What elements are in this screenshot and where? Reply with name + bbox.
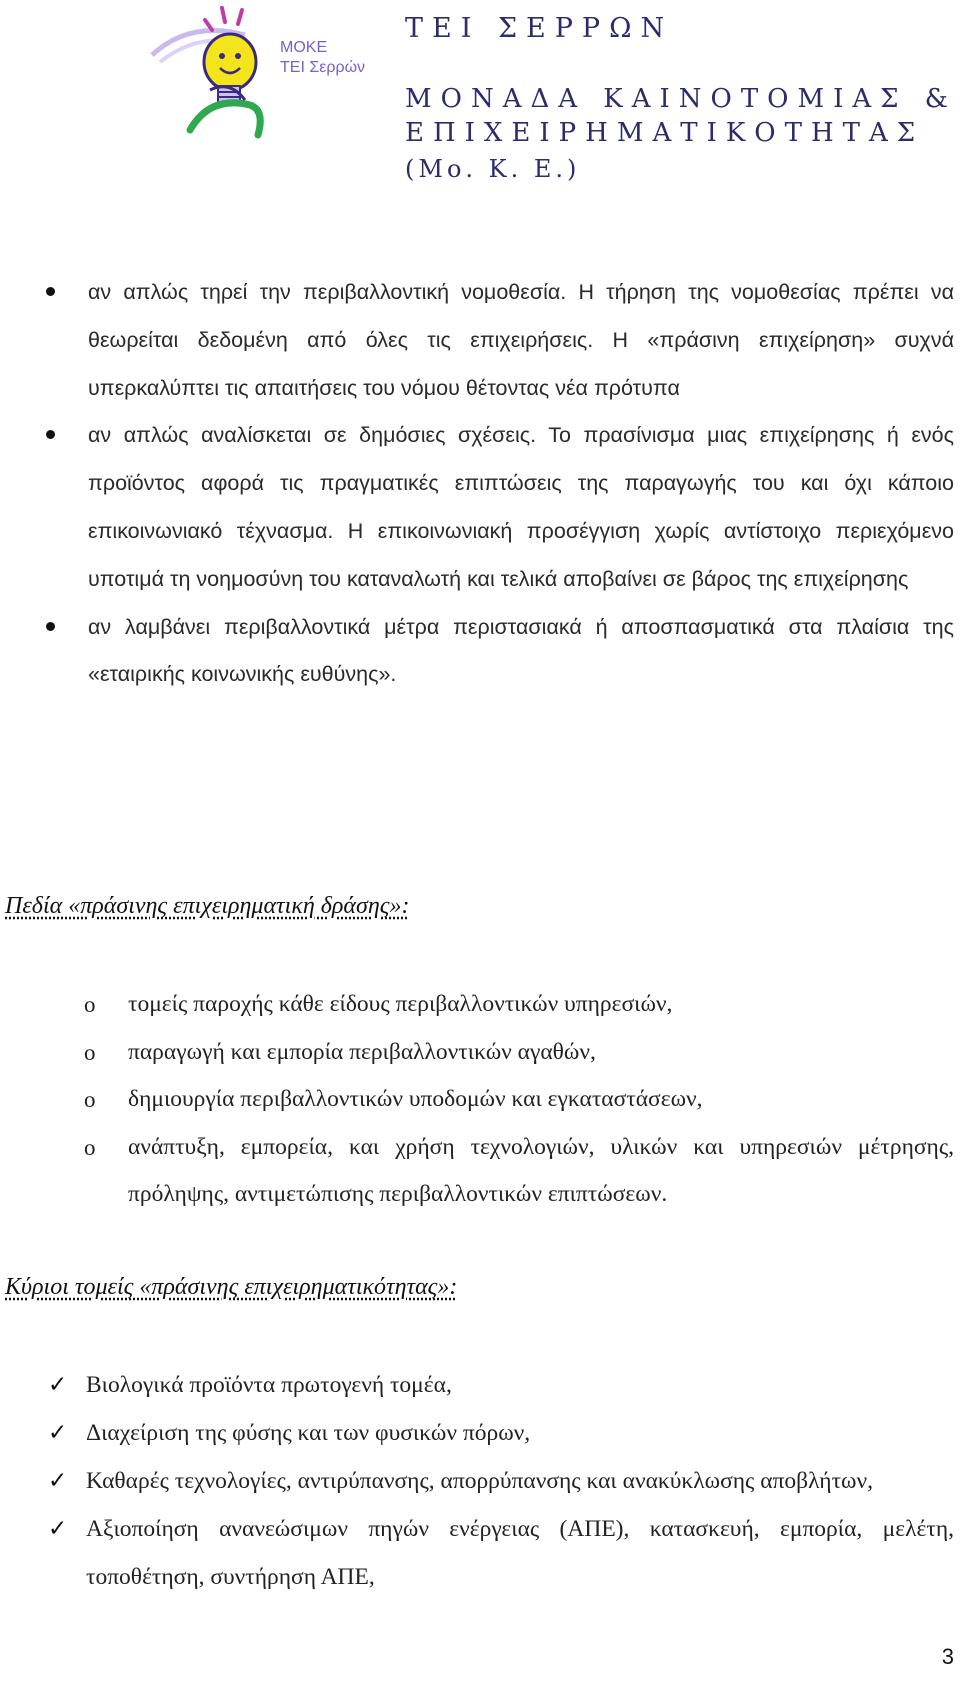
bullet-icon <box>46 430 55 439</box>
bullet-list <box>40 269 954 699</box>
checkmark-icon: ✓ <box>48 1468 68 1494</box>
list-item <box>84 1076 954 1124</box>
list-item-text: αν απλώς αναλίσκεται σε δημόσιες σχέσεις. Το πρασίνισμα μιας επιχείρησης ή ενός προϊόντος αφορά τις πραγματικές επιπτώσεις της παραγωγής του και όχι κάποιο επικοινωνιακό τέχνασμα. Η επικοινωνιακή προσέγγιση χωρίς αντίστοιχο περιεχόμενο υποτιμά τη νοημοσύνη του καταναλωτή και τελικά αποβαίνει σε βάρος της επιχείρησης <box>88 423 954 591</box>
list-item <box>84 981 954 1029</box>
list-item-text: ανάπτυξη, εμπορεία, και χρήση τεχνολογιών, υλικών και υπηρεσιών μέτρησης, πρόληψης, αντιμετώπισης περιβαλλοντικών επιπτώσεων. <box>128 1133 954 1207</box>
logo-line-2: ΤΕΙ Σερρών <box>280 59 366 76</box>
circle-bullet-icon: o <box>84 1039 96 1065</box>
unit-name-line-2: ΕΠΙΧΕΙΡΗΜΑΤΙΚΟΤΗΤΑΣ <box>405 118 925 148</box>
list-item <box>48 1361 954 1409</box>
checkmark-icon: ✓ <box>48 1420 68 1446</box>
list-item-text: αν απλώς τηρεί την περιβαλλοντική νομοθεσία. Η τήρηση της νομοθεσίας πρέπει να θεωρείται δεδομένη από όλες τις επιχειρήσεις. Η «πράσινη επιχείρηση» συχνά υπερκαλύπτει τις απαιτήσεις του νόμου θέτοντας νέα πρότυπα <box>88 280 954 400</box>
circle-bullet-icon: o <box>84 1134 96 1160</box>
list-item <box>84 1029 954 1077</box>
checkmark-icon: ✓ <box>48 1372 68 1398</box>
list-item-text: Βιολογικά προϊόντα πρωτογενή τομέα, <box>86 1372 452 1398</box>
list-item-text: αν λαμβάνει περιβαλλοντικά μέτρα περιστασιακά ή αποσπασματικά στα πλαίσια της «εταιρικής κοινωνικής ευθύνης». <box>88 614 954 687</box>
list-item <box>48 1457 954 1505</box>
list-item <box>40 604 954 700</box>
list-item-text: τομείς παροχής κάθε είδους περιβαλλοντικών υπηρεσιών, <box>128 991 673 1017</box>
circle-bullet-icon: o <box>84 1087 96 1112</box>
bullet-icon <box>46 622 55 631</box>
list-item <box>40 412 954 603</box>
logo-caption <box>280 38 365 78</box>
fields-list <box>84 981 954 1219</box>
page-header <box>405 12 957 186</box>
circle-bullet-icon: o <box>84 992 96 1017</box>
unit-name-line-1: ΜΟΝΑΔΑ ΚΑΙΝΟΤΟΜΙΑΣ & <box>405 84 957 114</box>
institution-name: ΤΕΙ ΣΕΡΡΩΝ <box>405 13 674 44</box>
list-item-text: Διαχείριση της φύσης και των φυσικών πόρων, <box>86 1420 531 1446</box>
list-item-text: δημιουργία περιβαλλοντικών υποδομών και εγκαταστάσεων, <box>128 1086 703 1112</box>
list-item <box>84 1124 954 1219</box>
list-item <box>40 269 954 412</box>
unit-abbreviation: (Μο. Κ. Ε.) <box>405 155 581 183</box>
section-heading-main-sectors: Κύριοι τομείς «πράσινης επιχειρηματικότητας»: <box>5 1274 458 1300</box>
checkmark-icon: ✓ <box>48 1516 68 1542</box>
logo-line-1: ΜΟΚΕ <box>280 39 328 56</box>
list-item <box>48 1409 954 1457</box>
bullet-icon <box>46 287 55 296</box>
list-item-text: Αξιοποίηση ανανεώσιμων πηγών ενέργειας (ΑΠΕ), κατασκευή, εμπορία, μελέτη, τοποθέτηση, συντήρηση ΑΠΕ, <box>86 1516 954 1590</box>
list-item-text: παραγωγή και εμπορία περιβαλλοντικών αγαθών, <box>128 1038 596 1065</box>
list-item <box>48 1505 954 1601</box>
section-heading-fields: Πεδία «πράσινης επιχειρηματική δράσης»: <box>5 893 410 919</box>
list-item-text: Καθαρές τεχνολογίες, αντιρύπανσης, απορρύπανσης και ανακύκλωσης αποβλήτων, <box>86 1468 873 1494</box>
sectors-list <box>48 1361 954 1601</box>
page-number: 3 <box>941 1644 954 1669</box>
